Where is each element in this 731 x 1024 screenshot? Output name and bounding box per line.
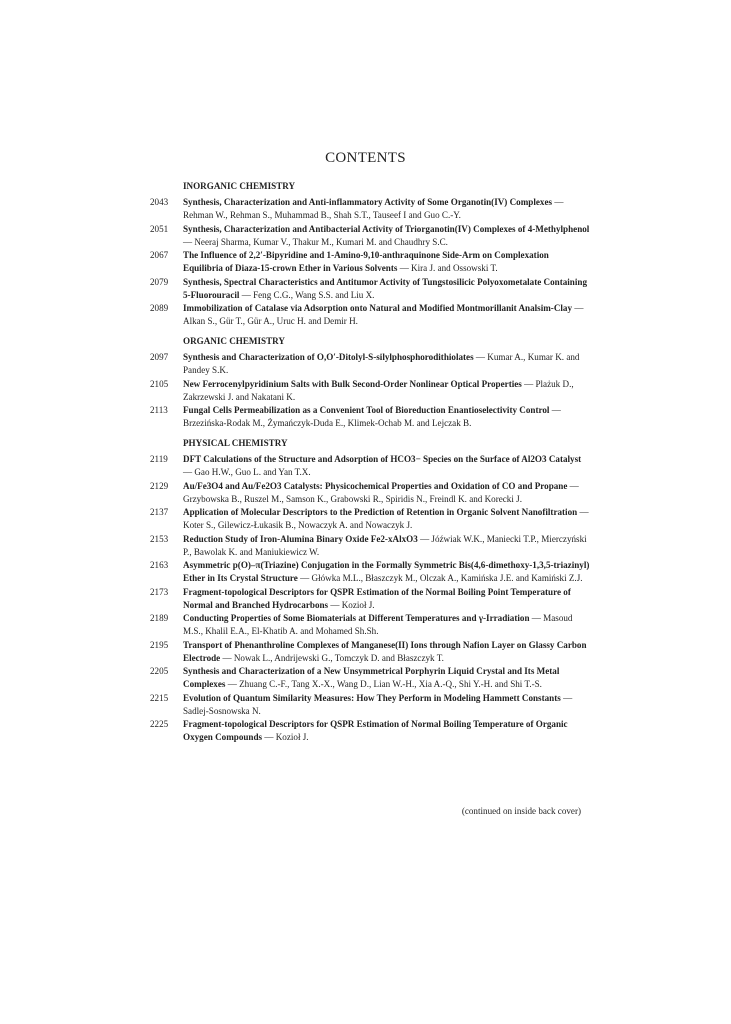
- article-title: Conducting Properties of Some Biomaterials at Different Temperatures and γ-Irradiation: [183, 613, 530, 623]
- article-title: Transport of Phenanthroline Complexes of Manganese(II) Ions through Nafion Layer on Glassy Carbon Electrode: [183, 639, 587, 663]
- article-authors: — Alkan S., Gür T., Gür A., Uruc H. and Demir H.: [183, 303, 584, 326]
- entry-body: [183, 302, 590, 328]
- article-title: Fungal Cells Permeabilization as a Convenient Tool of Bioreduction Enantioselectivity Control: [183, 405, 550, 415]
- entry-body: [183, 665, 590, 691]
- continued-note: (continued on inside back cover): [461, 806, 581, 816]
- page-number: 2067: [150, 250, 169, 260]
- entry-body: [183, 223, 590, 249]
- toc-entry[interactable]: [150, 223, 590, 249]
- article-authors: — Jóźwiak W.K., Maniecki T.P., Mierczyński P., Bawolak K. and Maniukiewicz W.: [183, 533, 587, 557]
- page-number: 2043: [150, 197, 169, 207]
- toc-entry[interactable]: [150, 196, 590, 222]
- article-authors: — Brzezińska-Rodak M., Żymańczyk-Duda E., Klimek-Ochab M. and Lejczak B.: [183, 405, 561, 428]
- page-number: 2205: [150, 666, 169, 676]
- page-number: 2215: [150, 692, 169, 703]
- article-authors: — Gao H.W., Guo L. and Yan T.X.: [183, 467, 311, 477]
- entry-body: [183, 453, 590, 479]
- article-authors: — Sadlej-Sosnowska N.: [183, 692, 573, 716]
- entry-body: [183, 480, 590, 506]
- entry-body: [183, 559, 590, 585]
- toc-entry[interactable]: [150, 692, 590, 718]
- article-title: Fragment-topological Descriptors for QSPR Estimation of the Normal Boiling Point Temperature of Normal and Branched Hydrocarbons: [183, 586, 571, 610]
- entry-body: [183, 378, 590, 404]
- section-heading: INORGANIC CHEMISTRY: [183, 181, 296, 191]
- entry-body: [183, 196, 590, 222]
- toc-entry[interactable]: [150, 249, 590, 275]
- toc-entry[interactable]: [150, 506, 590, 532]
- page-number: 2119: [150, 454, 168, 464]
- page-number: 2173: [150, 586, 169, 597]
- page-number: 2097: [150, 352, 169, 362]
- article-title: Au/Fe3O4 and Au/Fe2O3 Catalysts: Physicochemical Properties and Oxidation of CO and Propane: [183, 480, 568, 491]
- page-number: 2153: [150, 533, 169, 544]
- toc-entry[interactable]: [150, 378, 590, 404]
- article-authors: — Kozioł J.: [264, 732, 309, 742]
- toc-entry[interactable]: [150, 586, 590, 612]
- page-title: CONTENTS: [325, 150, 406, 166]
- article-title: New Ferrocenylpyridinium Salts with Bulk Second-Order Nonlinear Optical Properties: [183, 378, 522, 389]
- article-authors: — Kozioł J.: [330, 599, 375, 610]
- page-number: 2113: [150, 405, 168, 415]
- page-number: 2079: [150, 276, 169, 287]
- article-authors: — Główka M.L., Błaszczyk M., Olczak A., Kamińska J.E. and Kamiński Z.J.: [300, 573, 583, 583]
- page-number: 2137: [150, 507, 169, 517]
- article-title: Synthesis and Characterization of O,O′-Ditolyl-S-silylphosphorodithiolates: [183, 352, 474, 362]
- article-title: Application of Molecular Descriptors to the Prediction of Retention in Organic Solvent Nanofiltration: [183, 507, 578, 517]
- entry-body: [183, 276, 590, 302]
- toc-entry[interactable]: [150, 480, 590, 506]
- article-title: Reduction Study of Iron-Alumina Binary Oxide Fe2-xAlxO3: [183, 533, 418, 544]
- entry-body: [183, 639, 590, 665]
- entry-body: [183, 506, 590, 532]
- article-authors: — Feng C.G., Wang S.S. and Liu X.: [241, 289, 375, 300]
- article-title: The Influence of 2,2′-Bipyridine and 1-Amino-9,10-anthraquinone Side-Arm on Complexation Equilibria of Diaza-15-crown Ether in Various Solvents: [183, 250, 549, 273]
- article-title: Synthesis, Characterization and Antibacterial Activity of Triorganotin(IV) Complexes of 4-Methylphenol: [183, 223, 590, 234]
- article-title: Evolution of Quantum Similarity Measures: How They Perform in Modeling Hammett Constants: [183, 692, 561, 703]
- article-authors: — Koter S., Gilewicz-Łukasik B., Nowaczyk A. and Nowaczyk J.: [183, 507, 589, 530]
- entry-body: [183, 533, 590, 559]
- article-authors: — Kira J. and Ossowski T.: [399, 263, 498, 273]
- toc-entry[interactable]: [150, 665, 590, 691]
- article-title: Synthesis, Spectral Characteristics and Antitumor Activity of Tungstosilicic Polyoxometalate Containing 5-Fluorouracil: [183, 276, 587, 300]
- article-title: Synthesis, Characterization and Anti-inflammatory Activity of Some Organotin(IV) Complexes: [183, 197, 553, 207]
- entry-body: [183, 351, 590, 377]
- article-authors: — Masoud M.S., Khalil E.A., El-Khatib A. and Mohamed Sh.Sh.: [183, 613, 573, 636]
- page-number: 2105: [150, 378, 169, 389]
- article-authors: — Zhuang C.-F., Tang X.-X., Wang D., Lian W.-H., Xia A.-Q., Shi Y.-H. and Shi T.-S.: [227, 679, 542, 689]
- toc-entry[interactable]: [150, 404, 590, 430]
- page-number: 2189: [150, 613, 169, 623]
- article-authors: — Kumar A., Kumar K. and Pandey S.K.: [183, 352, 580, 375]
- entry-body: [183, 249, 590, 275]
- toc-entry[interactable]: [150, 559, 590, 585]
- toc-entry[interactable]: [150, 453, 590, 479]
- entry-body: [183, 586, 590, 612]
- toc-entry[interactable]: [150, 276, 590, 302]
- article-title: DFT Calculations of the Structure and Adsorption of HCO3− Species on the Surface of Al2O3 Catalyst: [183, 454, 582, 464]
- article-title: Synthesis and Characterization of a New Unsymmetrical Porphyrin Liquid Crystal and Its Metal Complexes: [183, 666, 560, 689]
- toc-entry[interactable]: [150, 351, 590, 377]
- article-authors: — Rehman W., Rehman S., Muhammad B., Shah S.T., Tauseef I and Guo C.-Y.: [183, 197, 564, 220]
- article-title: Immobilization of Catalase via Adsorption onto Natural and Modified Montmorillanit Analsim-Clay: [183, 303, 573, 313]
- page-number: 2089: [150, 303, 169, 313]
- page-number: 2129: [150, 480, 169, 491]
- toc-entry[interactable]: [150, 718, 590, 744]
- article-authors: — Nowak L., Andrijewski G., Tomczyk D. and Błaszczyk T.: [222, 652, 444, 663]
- article-authors: — Plażuk D., Zakrzewski J. and Nakatani K.: [183, 378, 574, 402]
- article-authors: — Neeraj Sharma, Kumar V., Thakur M., Kumari M. and Chaudhry S.C.: [183, 236, 448, 247]
- page-number: 2163: [150, 560, 169, 570]
- page-number: 2195: [150, 639, 169, 650]
- article-title: Fragment-topological Descriptors for QSPR Estimation of Normal Boiling Temperature of Organic Oxygen Compounds: [183, 719, 568, 742]
- entry-body: [183, 612, 590, 638]
- article-authors: — Grzybowska B., Ruszel M., Samson K., Grabowski R., Spiridis N., Freindl K. and Korecki J.: [183, 480, 579, 504]
- toc-entry[interactable]: [150, 639, 590, 665]
- page-number: 2051: [150, 223, 169, 234]
- table-of-contents: [150, 180, 590, 745]
- section-heading: ORGANIC CHEMISTRY: [183, 336, 285, 346]
- entry-body: [183, 404, 590, 430]
- entry-body: [183, 692, 590, 718]
- entry-body: [183, 718, 590, 744]
- page-number: 2225: [150, 719, 169, 729]
- toc-entry[interactable]: [150, 533, 590, 559]
- section-heading: PHYSICAL CHEMISTRY: [183, 438, 288, 448]
- article-title: Asymmetric p(O)–π(Triazine) Conjugation in the Formally Symmetric Bis(4,6-dimethoxy-1,3,5-triazinyl) Ether in Its Crystal Structure: [183, 560, 590, 583]
- toc-entry[interactable]: [150, 612, 590, 638]
- toc-entry[interactable]: [150, 302, 590, 328]
